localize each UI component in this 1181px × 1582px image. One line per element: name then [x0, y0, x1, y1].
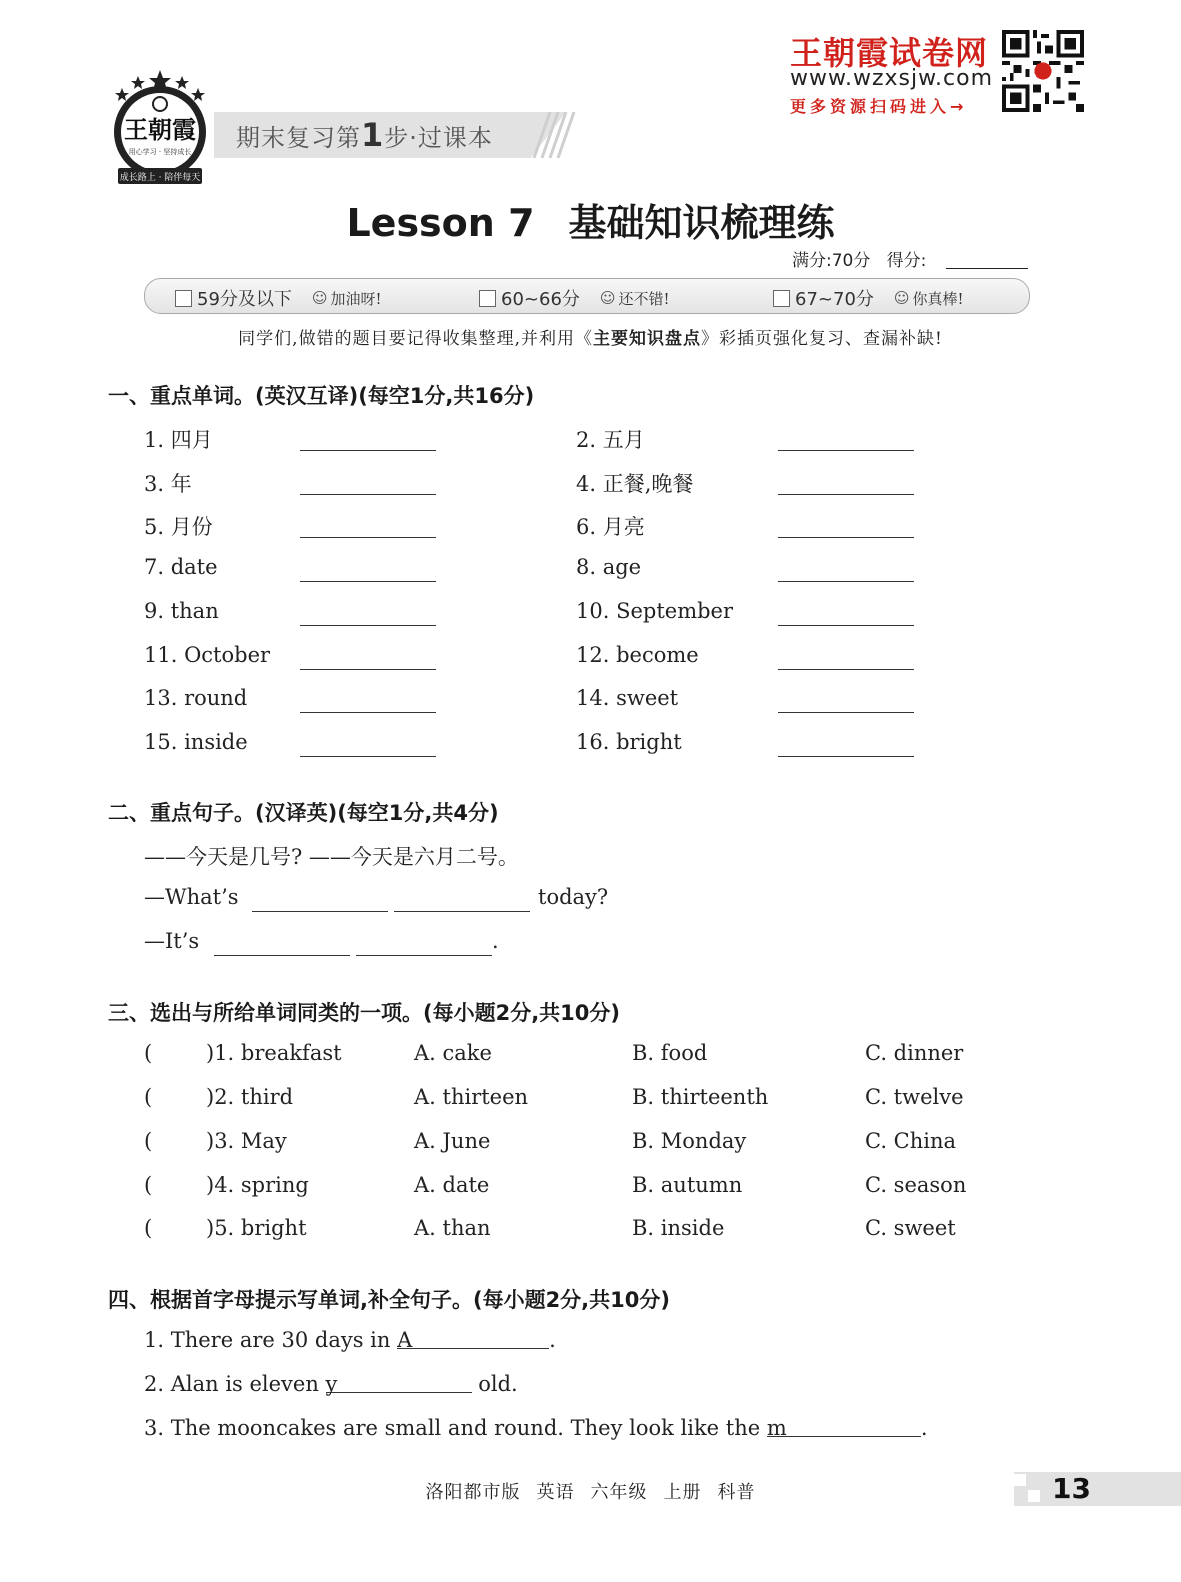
answer-blank[interactable]: m — [767, 1416, 921, 1437]
sentence-end: . — [492, 929, 499, 953]
question-word: )3. May — [206, 1129, 287, 1153]
answer-blank[interactable] — [300, 450, 436, 451]
answer-paren[interactable]: ( — [144, 1173, 153, 1197]
option-b: B. inside — [632, 1216, 725, 1240]
rating-option-1[interactable]: 59分及以下 ☺ 加油呀! — [175, 285, 382, 311]
sentence-line-1: —What’s — [144, 885, 239, 909]
scan-hint: 更多资源扫码进入→ — [790, 97, 968, 116]
fill-sentence: 2. Alan is eleven y old. — [144, 1372, 518, 1396]
rating-bar — [144, 278, 1030, 314]
answer-blank[interactable] — [778, 756, 914, 757]
answer-blank[interactable] — [300, 712, 436, 713]
option-b: B. food — [632, 1041, 708, 1065]
word-item: 12. become — [576, 643, 699, 667]
decor-square — [1028, 1490, 1040, 1502]
word-item: 2. 五月 — [576, 428, 645, 452]
option-a: A. June — [414, 1129, 491, 1153]
study-notice: 同学们,做错的题目要记得收集整理,并利用《主要知识盘点》彩插页强化复习、查漏补缺! — [238, 329, 943, 349]
word-item: 10. September — [576, 599, 734, 623]
option-a: A. date — [414, 1173, 490, 1197]
word-item: 11. October — [144, 643, 271, 667]
answer-blank[interactable] — [252, 911, 388, 912]
sentence-line-2: —It’s — [144, 929, 200, 953]
answer-paren[interactable]: ( — [144, 1085, 153, 1109]
banner-stripes — [520, 112, 576, 158]
option-b: B. Monday — [632, 1129, 747, 1153]
page-title: Lesson 7 基础知识梳理练 — [346, 201, 835, 245]
word-item: 14. sweet — [576, 686, 679, 710]
answer-blank[interactable] — [778, 669, 914, 670]
answer-blank[interactable] — [778, 494, 914, 495]
brand-name: 王朝霞试卷网 — [790, 34, 989, 72]
word-item: 15. inside — [144, 730, 248, 754]
smile-face-icon: ☺ — [599, 289, 616, 307]
rating-checkbox[interactable] — [175, 290, 192, 307]
word-item: 16. bright — [576, 730, 682, 754]
word-item: 8. age — [576, 555, 642, 579]
qr-code-icon[interactable] — [1002, 30, 1084, 112]
question-word: )2. third — [206, 1085, 294, 1109]
option-c: C. sweet — [865, 1216, 956, 1240]
rating-option-2[interactable]: 60~66分 ☺ 还不错! — [479, 285, 670, 311]
word-item: 3. 年 — [144, 472, 192, 496]
answer-blank[interactable] — [778, 537, 914, 538]
brand-logo-emblem — [108, 68, 212, 190]
rating-option-3[interactable]: 67~70分 ☺ 你真棒! — [773, 285, 964, 311]
option-a: A. than — [414, 1216, 491, 1240]
word-item: 9. than — [144, 599, 219, 623]
word-item: 4. 正餐,晚餐 — [576, 472, 694, 496]
section-1-heading: 一、重点单词。(英汉互译)(每空1分,共16分) — [108, 384, 535, 408]
step-banner-text: 期末复习第1步·过课本 — [236, 116, 493, 154]
answer-blank[interactable] — [778, 712, 914, 713]
score-blank[interactable] — [946, 268, 1028, 269]
fill-sentence: 3. The mooncakes are small and round. They look like the m . — [144, 1416, 928, 1440]
option-b: B. autumn — [632, 1173, 743, 1197]
answer-paren[interactable]: ( — [144, 1129, 153, 1153]
word-item: 5. 月份 — [144, 515, 213, 539]
answer-blank[interactable] — [778, 581, 914, 582]
score-info: 满分:70分 得分: — [792, 251, 927, 271]
answer-paren[interactable]: ( — [144, 1041, 153, 1065]
answer-blank[interactable] — [356, 955, 492, 956]
option-c: C. China — [865, 1129, 957, 1153]
page-number: 13 — [1052, 1472, 1091, 1505]
svg-text:成长路上 · 陪伴每天: 成长路上 · 陪伴每天 — [119, 173, 201, 183]
sentence-end: today? — [538, 885, 609, 909]
question-word: )4. spring — [206, 1173, 309, 1197]
svg-text:用心学习 · 坚持成长: 用心学习 · 坚持成长 — [128, 148, 192, 156]
answer-blank[interactable] — [300, 494, 436, 495]
rating-checkbox[interactable] — [479, 290, 496, 307]
decor-square — [1014, 1474, 1026, 1486]
question-word: )5. bright — [206, 1216, 307, 1240]
question-word: )1. breakfast — [206, 1041, 342, 1065]
answer-blank[interactable]: A — [397, 1328, 549, 1349]
answer-blank[interactable] — [300, 756, 436, 757]
word-item: 7. date — [144, 555, 218, 579]
smile-face-icon: ☺ — [311, 289, 328, 307]
answer-blank[interactable]: y — [326, 1372, 472, 1393]
option-b: B. thirteenth — [632, 1085, 769, 1109]
smile-face-icon: ☺ — [893, 289, 910, 307]
answer-blank[interactable] — [778, 625, 914, 626]
answer-paren[interactable]: ( — [144, 1216, 153, 1240]
chinese-dialogue: ——今天是几号? ——今天是六月二号。 — [144, 845, 519, 869]
answer-blank[interactable] — [394, 911, 530, 912]
section-3-heading: 三、选出与所给单词同类的一项。(每小题2分,共10分) — [108, 1001, 621, 1025]
fill-sentence: 1. There are 30 days in A . — [144, 1328, 556, 1352]
svg-text:王朝霞: 王朝霞 — [124, 115, 196, 144]
answer-blank[interactable] — [300, 581, 436, 582]
option-c: C. dinner — [865, 1041, 964, 1065]
option-a: A. cake — [414, 1041, 492, 1065]
word-item: 13. round — [144, 686, 248, 710]
section-4-heading: 四、根据首字母提示写单词,补全句子。(每小题2分,共10分) — [108, 1288, 670, 1312]
option-c: C. season — [865, 1173, 967, 1197]
word-item: 1. 四月 — [144, 428, 213, 452]
option-a: A. thirteen — [414, 1085, 529, 1109]
answer-blank[interactable] — [300, 537, 436, 538]
brand-url[interactable]: www.wzxsjw.com — [790, 66, 994, 91]
answer-blank[interactable] — [300, 625, 436, 626]
answer-blank[interactable] — [214, 955, 350, 956]
answer-blank[interactable] — [300, 669, 436, 670]
word-item: 6. 月亮 — [576, 515, 645, 539]
option-c: C. twelve — [865, 1085, 964, 1109]
section-2-heading: 二、重点句子。(汉译英)(每空1分,共4分) — [108, 801, 499, 825]
footer-edition: 洛阳都市版 英语 六年级 上册 科普 — [425, 1482, 756, 1503]
answer-blank[interactable] — [778, 450, 914, 451]
rating-checkbox[interactable] — [773, 290, 790, 307]
